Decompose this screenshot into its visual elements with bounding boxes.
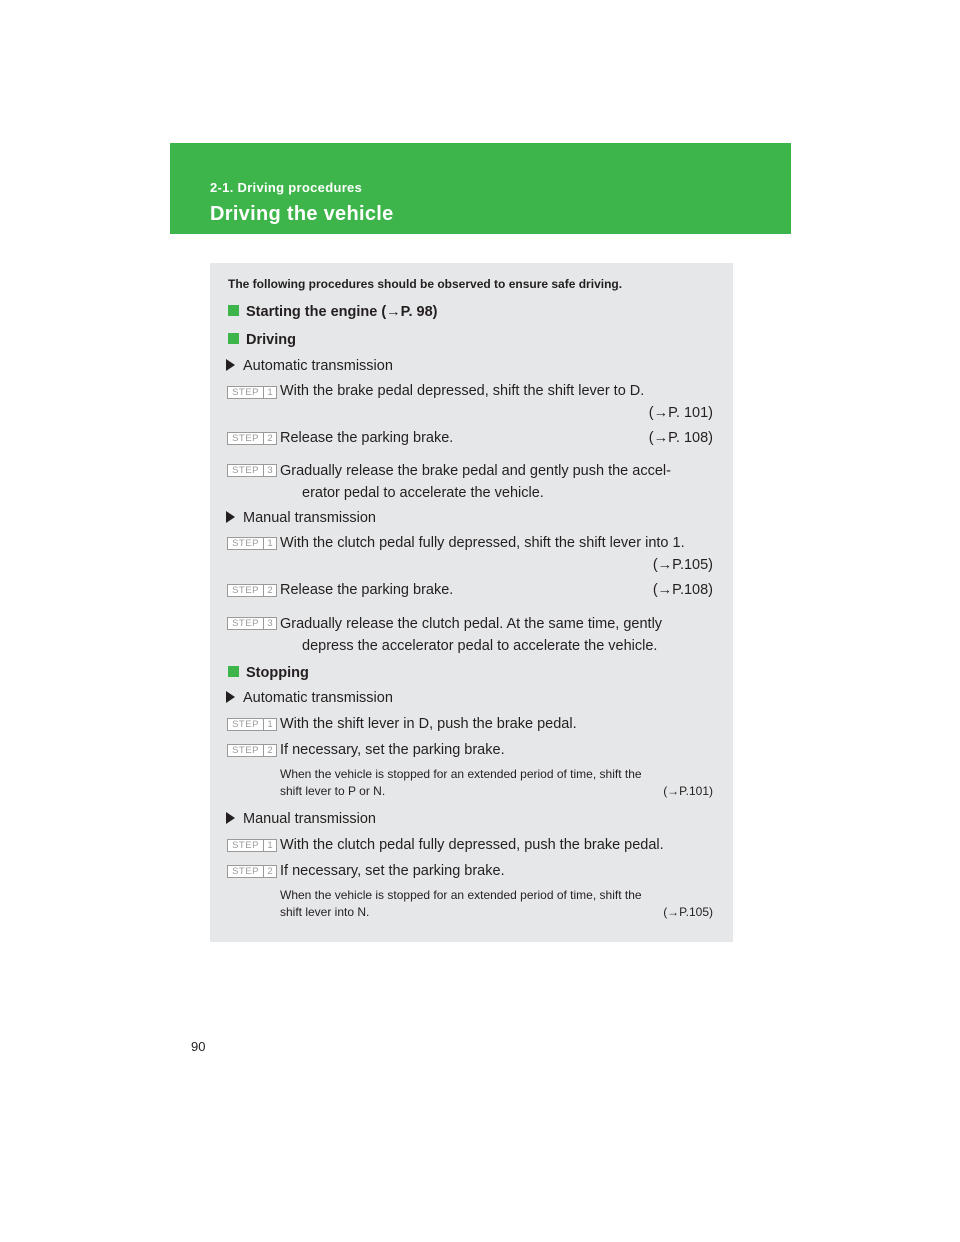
square-bullet-icon: [228, 333, 239, 344]
step-line: If necessary, set the parking brake.: [280, 863, 505, 879]
step-badge: [227, 386, 277, 399]
step-badge-number: 1: [263, 538, 276, 549]
step-badge: [227, 464, 277, 477]
sub-label: Manual transmission: [243, 510, 376, 526]
triangle-arrow-icon: [226, 511, 235, 523]
chapter-header: [170, 143, 791, 234]
note-line: shift lever to P or N.: [280, 784, 386, 798]
step-badge-word: STEP: [232, 387, 259, 398]
page-ref: (→P.105): [663, 905, 713, 919]
step-text: [280, 579, 713, 601]
step-badge: [227, 718, 277, 731]
triangle-arrow-icon: [226, 691, 235, 703]
sub-stopping-manual: [226, 811, 376, 827]
step-line: Gradually release the clutch pedal. At the same time, gently: [280, 616, 663, 632]
triangle-arrow-icon: [226, 359, 235, 371]
page-title: Driving the vehicle: [210, 203, 394, 225]
heading-starting: [228, 304, 438, 320]
step-line: Release the parking brake.: [280, 582, 454, 598]
page-ref: (→P.105): [652, 557, 713, 573]
heading-driving: [228, 332, 296, 348]
procedure-panel: [210, 263, 733, 942]
sub-stopping-automatic: [226, 690, 393, 706]
step-text: [280, 860, 713, 882]
step-badge-number: 2: [263, 433, 276, 444]
page-ref: (→P. 108): [648, 430, 713, 446]
sub-label: Automatic transmission: [243, 358, 393, 374]
heading-driving-text: Driving: [246, 332, 296, 348]
step-line: With the clutch pedal fully depressed, shift the shift lever into 1.: [280, 535, 685, 551]
step-text: [280, 427, 713, 449]
step-badge-number: 2: [263, 745, 276, 756]
step-badge: [227, 617, 277, 630]
step-line: erator pedal to accelerate the vehicle.: [302, 485, 544, 501]
square-bullet-icon: [228, 305, 239, 316]
step-line: If necessary, set the parking brake.: [280, 742, 505, 758]
step-badge-word: STEP: [232, 618, 259, 629]
page-ref: (→P. 101): [648, 405, 713, 421]
heading-starting-text: Starting the engine (→P. 98): [246, 304, 438, 320]
step-badge-word: STEP: [232, 719, 259, 730]
step-line: Gradually release the brake pedal and gently push the accel-: [280, 463, 671, 479]
step-badge-word: STEP: [232, 745, 259, 756]
step-line: With the shift lever in D, push the brake pedal.: [280, 716, 577, 732]
note-text: [280, 887, 713, 921]
intro-text: The following procedures should be observed to ensure safe driving.: [228, 277, 623, 291]
step-badge-number: 3: [263, 465, 276, 476]
step-text: [280, 713, 713, 735]
step-badge: [227, 839, 277, 852]
sub-label: Automatic transmission: [243, 690, 393, 706]
step-badge: [227, 584, 277, 597]
step-badge-number: 2: [263, 866, 276, 877]
step-badge-word: STEP: [232, 585, 259, 596]
step-badge: [227, 744, 277, 757]
step-badge-word: STEP: [232, 840, 259, 851]
step-text: [280, 380, 713, 424]
step-badge: [227, 537, 277, 550]
step-text: [280, 613, 713, 657]
step-line: With the clutch pedal fully depressed, push the brake pedal.: [280, 837, 664, 853]
step-badge-number: 1: [263, 840, 276, 851]
step-badge-number: 1: [263, 387, 276, 398]
step-badge: [227, 432, 277, 445]
note-line: When the vehicle is stopped for an extended period of time, shift the: [280, 888, 642, 902]
step-line: depress the accelerator pedal to accelerate the vehicle.: [302, 638, 658, 654]
step-badge-word: STEP: [232, 433, 259, 444]
note-line: shift lever into N.: [280, 905, 370, 919]
step-text: [280, 532, 713, 576]
step-badge-word: STEP: [232, 538, 259, 549]
step-text: [280, 739, 713, 761]
page-number: 90: [191, 1039, 206, 1054]
step-badge-word: STEP: [232, 866, 259, 877]
step-line: Release the parking brake.: [280, 430, 454, 446]
note-text: [280, 766, 713, 800]
sub-label: Manual transmission: [243, 811, 376, 827]
heading-stopping: [228, 665, 309, 681]
step-badge-number: 1: [263, 719, 276, 730]
section-label: 2-1. Driving procedures: [210, 180, 363, 195]
step-text: [280, 834, 713, 856]
sub-driving-manual: [226, 510, 376, 526]
page-ref: (→P.101): [663, 784, 713, 798]
sub-driving-automatic: [226, 358, 393, 374]
step-text: [280, 460, 713, 504]
step-badge: [227, 865, 277, 878]
step-line: With the brake pedal depressed, shift the shift lever to D.: [280, 383, 645, 399]
heading-stopping-text: Stopping: [246, 665, 309, 681]
page-ref: (→P.108): [652, 582, 713, 598]
triangle-arrow-icon: [226, 812, 235, 824]
note-line: When the vehicle is stopped for an extended period of time, shift the: [280, 767, 642, 781]
step-badge-word: STEP: [232, 465, 259, 476]
square-bullet-icon: [228, 666, 239, 677]
step-badge-number: 3: [263, 618, 276, 629]
step-badge-number: 2: [263, 585, 276, 596]
